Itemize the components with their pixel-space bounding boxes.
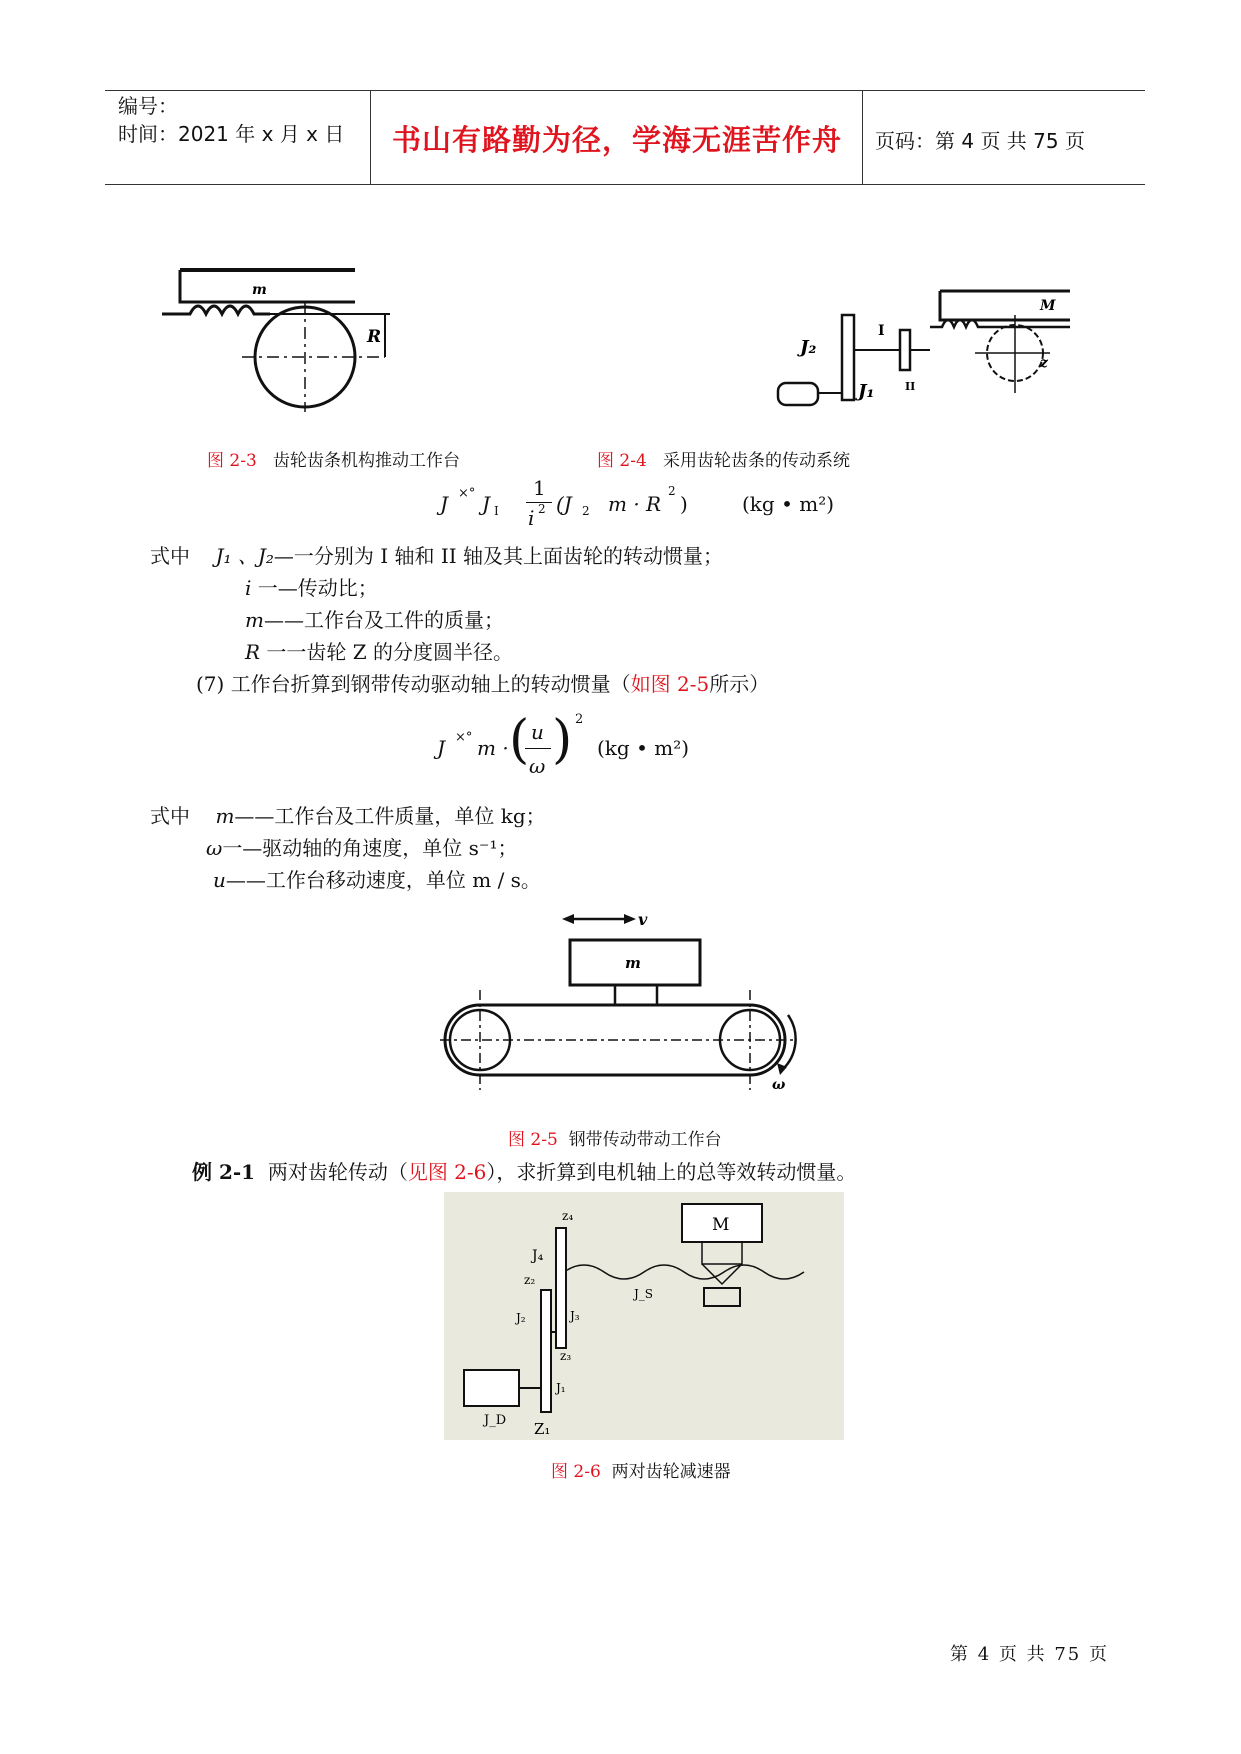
- header-page-label: 页码：第 4 页 共 75 页: [875, 129, 1085, 153]
- where2-line2: [206, 832, 518, 864]
- where1-line3-sym: m: [245, 608, 264, 632]
- fig26-label-z3: z₃: [560, 1349, 572, 1363]
- fig26-label-JD: J_D: [484, 1413, 507, 1428]
- fig24-caption-num: 图 2-4: [597, 451, 647, 471]
- formula1-term1-sub: I: [494, 504, 499, 518]
- example-label: 例 2-1: [192, 1160, 256, 1184]
- where2-line2-text: 一—驱动轴的角速度，单位 s⁻¹；: [222, 836, 518, 860]
- formula2-lparen: (: [509, 710, 530, 770]
- formula1-paren-sup: 2: [668, 484, 676, 498]
- header-bottom-rule: [105, 184, 1145, 185]
- fig26-label-JS: J_S: [634, 1287, 654, 1301]
- fig26-caption-num: 图 2-6: [551, 1462, 601, 1482]
- formula1-frac-den: i: [528, 506, 535, 530]
- where1-line4: [245, 636, 513, 668]
- header-top-rule: [105, 90, 1145, 91]
- example-text2: ），求折算到电机轴上的总等效转动惯量。: [486, 1160, 857, 1184]
- item7-after: 所示）: [709, 672, 770, 696]
- fig24-label-I: I: [878, 323, 885, 339]
- where1-line1: [150, 540, 723, 572]
- header-serial-label: 编号：: [118, 94, 178, 118]
- formula1-paren-sub: 2: [582, 504, 590, 518]
- fig25-caption-title: 钢带传动带动工作台: [568, 1130, 722, 1150]
- formula2-frac-bar: [525, 748, 551, 749]
- formula1-frac-num: 1: [533, 476, 546, 500]
- fig23-label-m: m: [252, 282, 267, 298]
- where1-line3: [245, 604, 504, 636]
- where2-line1: [150, 800, 546, 832]
- fig25-caption: [508, 1125, 722, 1150]
- formula2-den: ω: [529, 754, 546, 778]
- where1-line3-text: ——工作台及工件的质量；: [263, 608, 504, 632]
- fig24-label-J2: J₂: [800, 337, 817, 358]
- example-text1: 两对齿轮传动（: [267, 1160, 408, 1184]
- page-footer: 第 4 页 共 75 页: [950, 1644, 1109, 1665]
- figure-2-5-steel-belt: [420, 905, 820, 1095]
- formula1-term1: J: [482, 492, 491, 516]
- where2-line3-text: ——工作台移动速度，单位 m / s。: [225, 868, 541, 892]
- where2-line2-sym: ω: [206, 836, 223, 860]
- formula2-sub-eq: ×°: [455, 730, 473, 745]
- where2-line3: [213, 864, 541, 896]
- figure-2-4-transmission: [770, 285, 1080, 415]
- header-divider-right: [862, 90, 863, 184]
- fig24-label-J1: J₁: [858, 381, 875, 402]
- header-divider-left: [370, 90, 371, 184]
- where1-line2-sym: i: [245, 576, 252, 600]
- example-2-1: [192, 1156, 856, 1188]
- formula2-num: u: [531, 720, 544, 744]
- fig26-caption-title: 两对齿轮减速器: [611, 1462, 731, 1482]
- fig24-label-II: II: [905, 380, 916, 393]
- item7-line: [196, 668, 769, 700]
- fig23-caption-num: 图 2-3: [207, 451, 257, 471]
- formula1-paren-close: ): [680, 492, 688, 516]
- fig26-label-J2: J₂: [516, 1311, 526, 1325]
- fig26-label-Z1: Z₁: [534, 1420, 551, 1438]
- fig25-label-v: v: [638, 910, 648, 929]
- where2-prefix: 式中: [150, 804, 190, 828]
- formula2-left: J: [437, 736, 446, 760]
- fig26-label-J4: J₄: [532, 1248, 544, 1264]
- where1-line2-text: 一—传动比；: [257, 576, 378, 600]
- formula1-unit: (kg • m²): [742, 492, 835, 516]
- fig26-label-J3: J₃: [570, 1309, 580, 1323]
- fig23-label-R: R: [367, 327, 382, 347]
- formula1-left: J: [440, 492, 449, 516]
- fig24-label-m: M: [1040, 298, 1056, 314]
- fig25-caption-num: 图 2-5: [508, 1130, 558, 1150]
- where1-line1-text: —一分别为 I 轴和 II 轴及其上面齿轮的转动惯量；: [273, 544, 724, 568]
- where1-line1-sym: J₁ 、J₂: [215, 544, 274, 568]
- header-time-label: 时间：2021 年 x 月 x 日: [118, 122, 345, 146]
- fig26-label-J1: J₁: [556, 1381, 566, 1395]
- item7-ref: 如图 2-5: [630, 672, 710, 696]
- fig23-caption-title: 齿轮齿条机构推动工作台: [273, 451, 460, 471]
- example-ref: 见图 2-6: [407, 1160, 487, 1184]
- fig26-label-M: M: [712, 1215, 730, 1235]
- where1-line4-sym: R: [245, 640, 261, 664]
- formula-2: [437, 712, 697, 792]
- where1-line4-text: 一一齿轮 Z 的分度圆半径。: [266, 640, 514, 664]
- fig26-label-z2: z₂: [524, 1273, 536, 1287]
- formula2-m: m ·: [477, 736, 509, 760]
- formula2-unit: (kg • m²): [597, 736, 690, 760]
- figure-2-3-rack-pinion: [150, 262, 410, 417]
- fig26-caption: [551, 1457, 731, 1482]
- formula2-sup: 2: [575, 712, 584, 727]
- fig24-caption-title: 采用齿轮齿条的传动系统: [663, 451, 850, 471]
- where2-line1-sym: m: [215, 804, 235, 828]
- formula1-paren-rest: m · R: [608, 492, 662, 516]
- fig26-label-z4: z₄: [562, 1209, 574, 1223]
- fig25-label-m: m: [625, 954, 641, 972]
- item7-text: (7) 工作台折算到钢带传动驱动轴上的转动惯量（: [196, 672, 631, 696]
- where2-line3-sym: u: [213, 868, 226, 892]
- formula-1: [440, 478, 860, 538]
- where1-line2: [245, 572, 378, 604]
- where2-line1-text: ——工作台及工件质量，单位 kg；: [234, 804, 546, 828]
- fig24-caption: [597, 446, 850, 471]
- formula1-sub-eq: ×°: [458, 486, 476, 501]
- where1-prefix: 式中: [150, 544, 190, 568]
- formula2-rparen: ): [552, 710, 573, 770]
- fig24-label-z: z: [1040, 355, 1048, 371]
- formula1-frac-den-sup: 2: [538, 502, 546, 516]
- fig23-caption: [207, 446, 460, 471]
- formula1-paren: (J: [556, 492, 572, 516]
- header-motto: 书山有路勤为径，学海无涯苦作舟: [391, 123, 842, 157]
- figure-2-6-gear-reducer: [444, 1192, 844, 1440]
- fig25-label-w: ω: [772, 1077, 786, 1093]
